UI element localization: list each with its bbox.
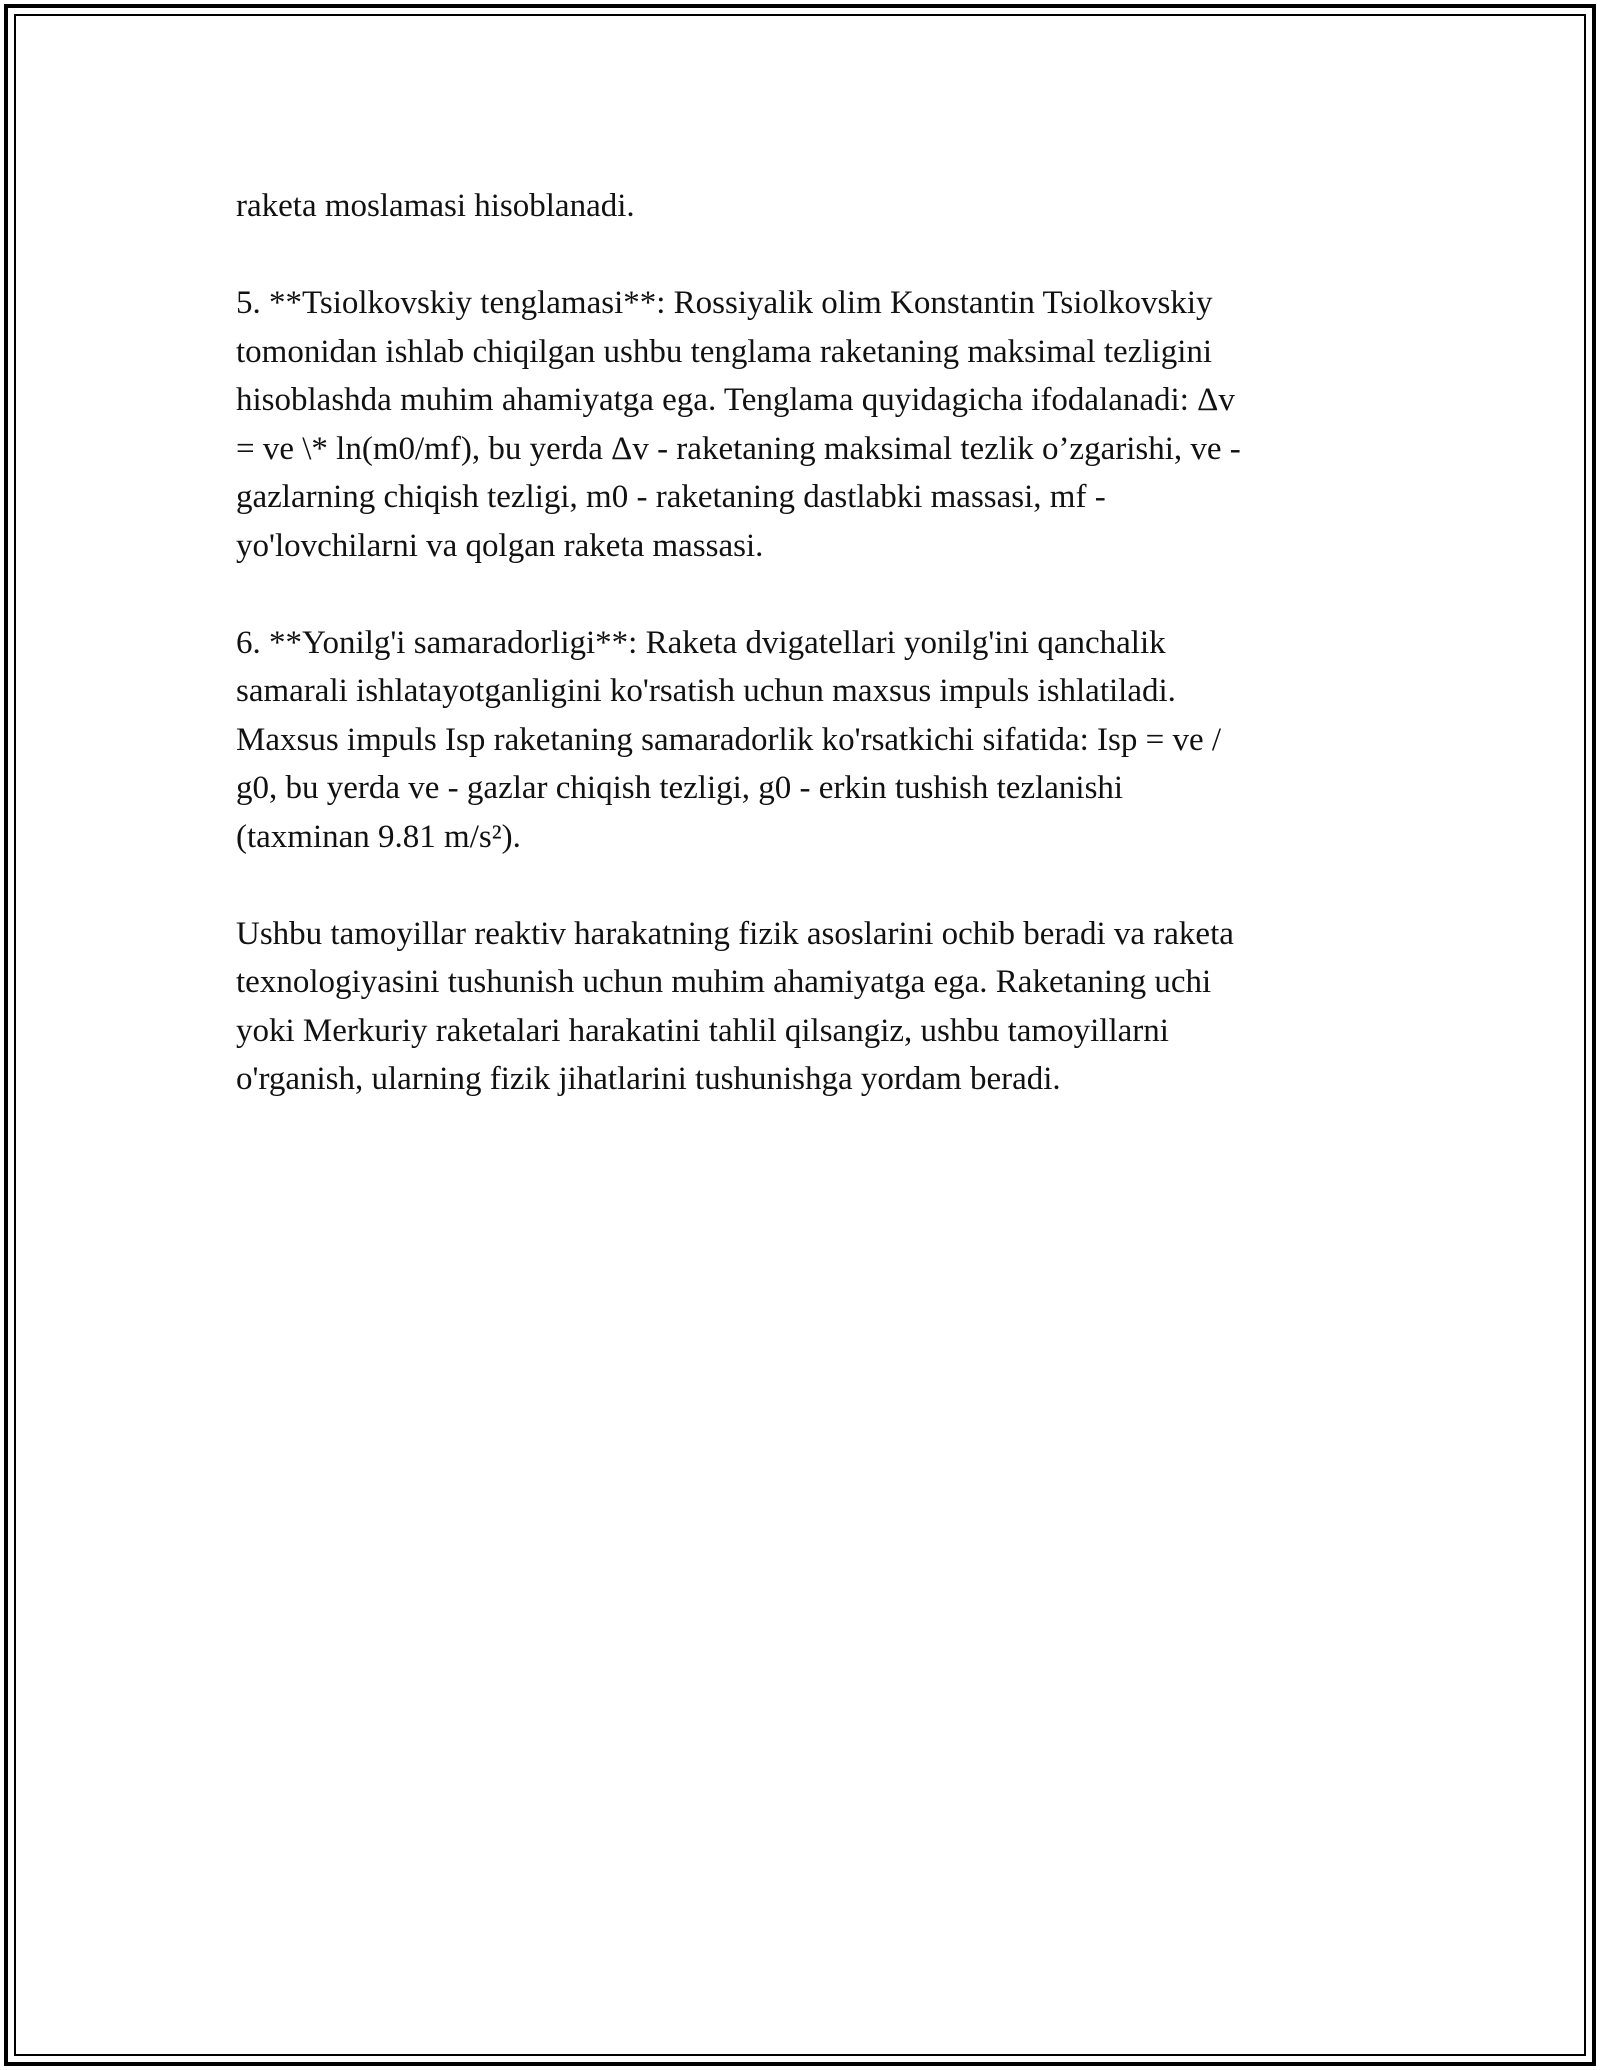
paragraph-fuel-efficiency: 6. **Yonilg'i samaradorligi**: Raketa dvigatellari yonilg'ini qanchalik samarali ishlatayotganligini ko'rsatish uchun maxsus impuls ishlatiladi. Maxsus impuls Isp raketaning samaradorlik ko'rsatkichi sifatida: Isp = ve / g0, bu yerda ve - gazlar chiqish tezligi, g0 - erkin tushish tezlanishi (taxminan 9.81 m/s²). <box>236 624 1222 855</box>
paragraph-tsiolkovsky-equation: 5. **Tsiolkovskiy tenglamasi**: Rossiyalik olim Konstantin Tsiolkovskiy tomonidan ishlab chiqilgan ushbu tenglama raketaning maksimal tezligini hisoblashda muhim ahamiyatga ega. Tenglama quyidagicha ifodalanadi: Δv = ve \* ln(m0/mf), bu yerda Δv - raketaning maksimal tezlik o’zgarishi, ve - gazlarning chiqish tezligi, m0 - raketaning dastlabki massasi, mf - yo'lovchilarni va qolgan raketa massasi. <box>236 285 1241 564</box>
paragraph-conclusion: Ushbu tamoyillar reaktiv harakatning fizik asoslarini ochib beradi va raketa texnologiyasini tushunish uchun muhim ahamiyatga ega. Raketaning uchi yoki Merkuriy raketalari harakatini tahlil qilsangiz, ushbu tamoyillarni o'rganish, ularning fizik jihatlarini tushunishga yordam beradi. <box>236 915 1234 1097</box>
paragraph-continuation: raketa moslamasi hisoblanadi. <box>236 188 635 224</box>
document-body <box>236 182 1366 1152</box>
